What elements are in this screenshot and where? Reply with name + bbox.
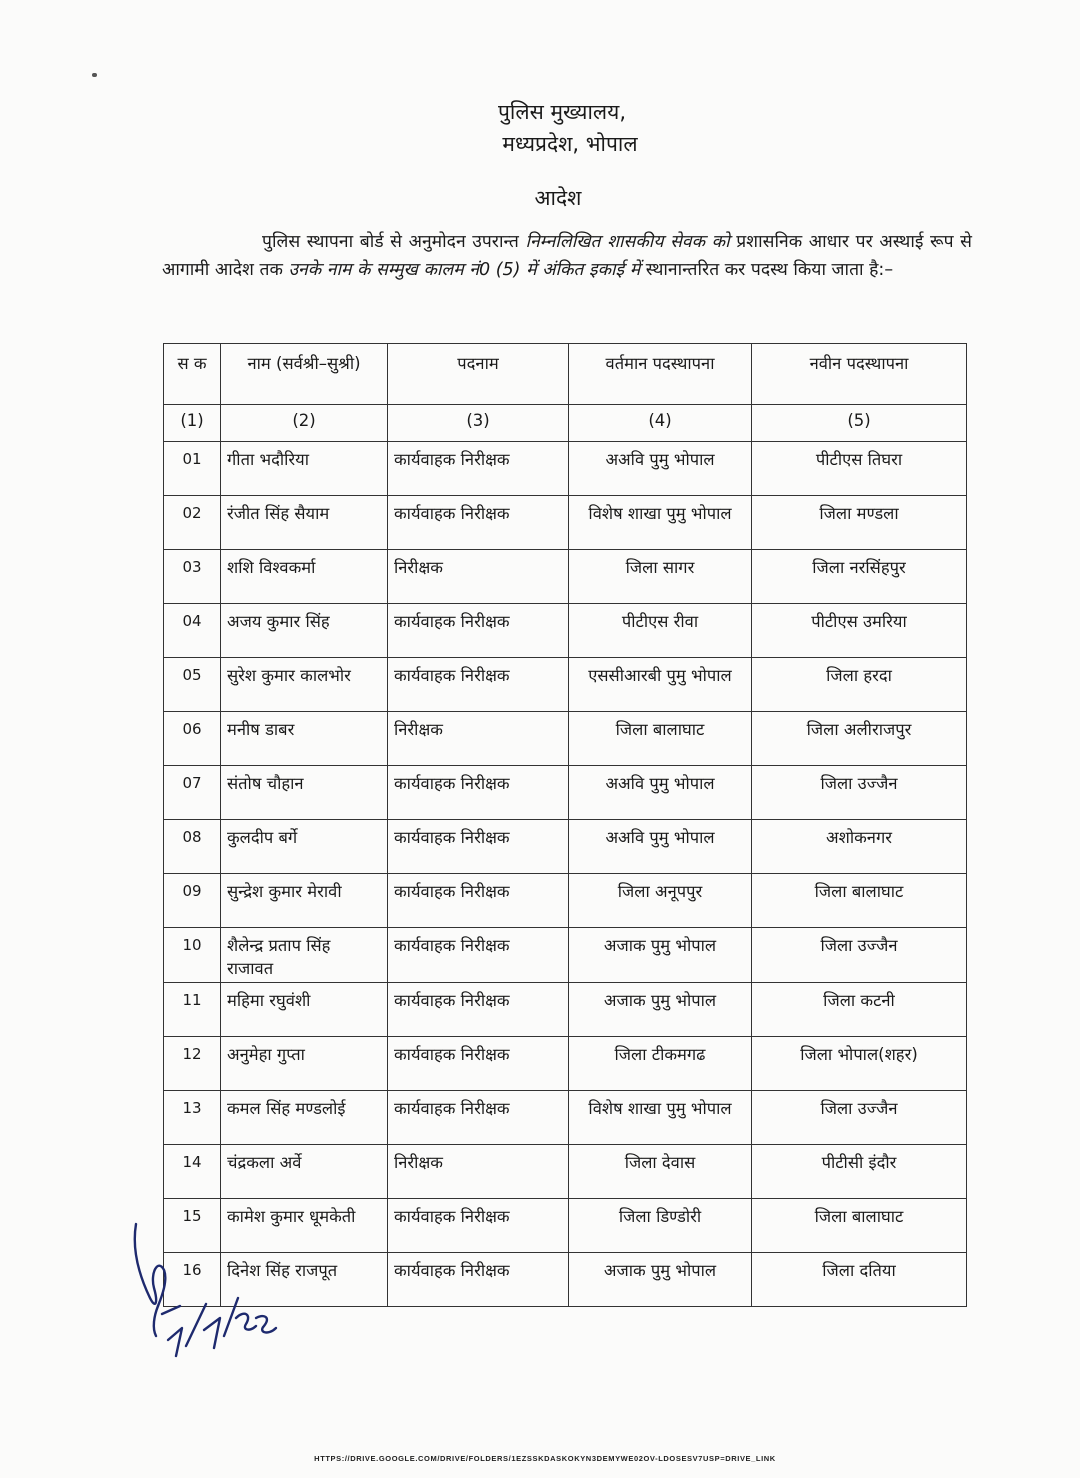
cell-designation: कार्यवाहक निरीक्षक [388, 874, 569, 928]
header-name: नाम (सर्वश्री–सुश्री) [221, 344, 388, 405]
cell-current-posting: अजाक पुमु भोपाल [569, 928, 752, 983]
cell-new-posting: अशोकनगर [752, 820, 967, 874]
cell-name: दिनेश सिंह राजपूत [221, 1253, 388, 1307]
cell-sr: 10 [164, 928, 221, 983]
cell-designation: कार्यवाहक निरीक्षक [388, 1199, 569, 1253]
table-row [164, 496, 967, 550]
table-row [164, 928, 967, 983]
intro-part-3: प्रशासनिक आधार पर अस्थाई रूप से आगामी आदेश तक [162, 232, 973, 280]
cell-current-posting: अअवि पुमु भोपाल [569, 766, 752, 820]
table-row [164, 658, 967, 712]
cell-new-posting: जिला बालाघाट [752, 874, 967, 928]
header-current-posting: वर्तमान पदस्थापना [569, 344, 752, 405]
intro-part-2: निम्नलिखित शासकीय सेवक को [525, 232, 730, 252]
table-row [164, 874, 967, 928]
cell-new-posting: जिला मण्डला [752, 496, 967, 550]
cell-new-posting: जिला अलीराजपुर [752, 712, 967, 766]
cell-name: संतोष चौहान [221, 766, 388, 820]
cell-name: अजय कुमार सिंह [221, 604, 388, 658]
cell-sr: 07 [164, 766, 221, 820]
cell-current-posting: अअवि पुमु भोपाल [569, 820, 752, 874]
cell-new-posting: जिला भोपाल(शहर) [752, 1037, 967, 1091]
cell-current-posting: जिला टीकमगढ [569, 1037, 752, 1091]
cell-current-posting: विशेष शाखा पुमु भोपाल [569, 496, 752, 550]
cell-new-posting: जिला कटनी [752, 983, 967, 1037]
cell-new-posting: पीटीएस उमरिया [752, 604, 967, 658]
table-header-row [164, 344, 967, 405]
handwritten-signature [128, 1218, 288, 1358]
cell-designation: कार्यवाहक निरीक्षक [388, 442, 569, 496]
cell-designation: कार्यवाहक निरीक्षक [388, 496, 569, 550]
cell-name: शैलेन्द्र प्रताप सिंह राजावत [221, 928, 388, 983]
cell-sr: 12 [164, 1037, 221, 1091]
table-row [164, 604, 967, 658]
cell-designation: कार्यवाहक निरीक्षक [388, 604, 569, 658]
header-designation: पदनाम [388, 344, 569, 405]
cell-sr: 15 [164, 1199, 221, 1253]
table-body [164, 442, 967, 1307]
cell-sr: 16 [164, 1253, 221, 1307]
cell-sr: 04 [164, 604, 221, 658]
cell-current-posting: जिला अनूपपुर [569, 874, 752, 928]
cell-current-posting: अअवि पुमु भोपाल [569, 442, 752, 496]
cell-new-posting: जिला उज्जैन [752, 928, 967, 983]
cell-sr: 01 [164, 442, 221, 496]
intro-paragraph [162, 228, 972, 284]
cell-designation: निरीक्षक [388, 712, 569, 766]
cell-current-posting: एससीआरबी पुमु भोपाल [569, 658, 752, 712]
transfer-table [163, 343, 967, 1307]
cell-name: रंजीत सिंह सैयाम [221, 496, 388, 550]
table-row [164, 1091, 967, 1145]
cell-new-posting: जिला नरसिंहपुर [752, 550, 967, 604]
cell-new-posting: जिला हरदा [752, 658, 967, 712]
cell-current-posting: अजाक पुमु भोपाल [569, 983, 752, 1037]
cell-name: अनुमेहा गुप्ता [221, 1037, 388, 1091]
cell-name: कुलदीप बर्गे [221, 820, 388, 874]
column-number-row [164, 405, 967, 442]
cell-sr: 09 [164, 874, 221, 928]
cell-sr: 08 [164, 820, 221, 874]
cell-sr: 02 [164, 496, 221, 550]
cell-current-posting: जिला बालाघाट [569, 712, 752, 766]
cell-designation: कार्यवाहक निरीक्षक [388, 1091, 569, 1145]
cell-new-posting: जिला उज्जैन [752, 766, 967, 820]
letterhead-line-2: मध्यप्रदेश, भोपाल [502, 132, 638, 156]
intro-part-4: उनके नाम के सम्मुख कालम नं0 (5) में अंकित इकाई में [288, 260, 641, 280]
table-row [164, 1037, 967, 1091]
cell-designation: कार्यवाहक निरीक्षक [388, 983, 569, 1037]
cell-current-posting: विशेष शाखा पुमु भोपाल [569, 1091, 752, 1145]
cell-current-posting: जिला देवास [569, 1145, 752, 1199]
table-row [164, 983, 967, 1037]
cell-name: चंद्रकला अर्वे [221, 1145, 388, 1199]
letterhead-line-1: पुलिस मुख्यालय, [497, 100, 627, 124]
cell-sr: 06 [164, 712, 221, 766]
cell-current-posting: जिला सागर [569, 550, 752, 604]
cell-name: शशि विश्वकर्मा [221, 550, 388, 604]
intro-part-1: पुलिस स्थापना बोर्ड से अनुमोदन उपरान्त [262, 232, 526, 252]
header-sr: स क [164, 344, 221, 405]
header-new-posting: नवीन पदस्थापना [752, 344, 967, 405]
cell-name: मनीष डाबर [221, 712, 388, 766]
column-number: (1) [164, 405, 221, 442]
footer-link[interactable]: HTTPS://DRIVE.GOOGLE.COM/DRIVE/FOLDERS/1EZSSKDASKOKYN3DEMYWE02OV-LDOSESV7USP=DRIVE_LINK [314, 1454, 776, 1463]
cell-new-posting: जिला उज्जैन [752, 1091, 967, 1145]
cell-current-posting: अजाक पुमु भोपाल [569, 1253, 752, 1307]
column-number: (2) [221, 405, 388, 442]
column-number: (3) [388, 405, 569, 442]
order-title: आदेश [534, 186, 582, 210]
cell-designation: कार्यवाहक निरीक्षक [388, 766, 569, 820]
cell-sr: 11 [164, 983, 221, 1037]
cell-designation: निरीक्षक [388, 550, 569, 604]
cell-name: गीता भदौरिया [221, 442, 388, 496]
cell-designation: कार्यवाहक निरीक्षक [388, 1253, 569, 1307]
cell-name: सुन्द्रेश कुमार मेरावी [221, 874, 388, 928]
table-row [164, 442, 967, 496]
cell-name: कमल सिंह मण्डलोई [221, 1091, 388, 1145]
cell-new-posting: जिला बालाघाट [752, 1199, 967, 1253]
cell-new-posting: पीटीसी इंदौर [752, 1145, 967, 1199]
column-number: (4) [569, 405, 752, 442]
cell-name: सुरेश कुमार कालभोर [221, 658, 388, 712]
cell-designation: कार्यवाहक निरीक्षक [388, 820, 569, 874]
cell-current-posting: पीटीएस रीवा [569, 604, 752, 658]
table-row [164, 550, 967, 604]
cell-sr: 03 [164, 550, 221, 604]
table-row [164, 820, 967, 874]
table-row [164, 1145, 967, 1199]
cell-new-posting: जिला दतिया [752, 1253, 967, 1307]
table-row [164, 712, 967, 766]
cell-new-posting: पीटीएस तिघरा [752, 442, 967, 496]
column-number: (5) [752, 405, 967, 442]
cell-name: कामेश कुमार धूमकेती [221, 1199, 388, 1253]
cell-designation: कार्यवाहक निरीक्षक [388, 928, 569, 983]
letterhead [0, 96, 1080, 160]
cell-designation: कार्यवाहक निरीक्षक [388, 1037, 569, 1091]
intro-part-5: स्थानान्तरित कर पदस्थ किया जाता है:– [640, 260, 894, 280]
cell-designation: निरीक्षक [388, 1145, 569, 1199]
table-row [164, 766, 967, 820]
cell-sr: 14 [164, 1145, 221, 1199]
cell-designation: कार्यवाहक निरीक्षक [388, 658, 569, 712]
stray-mark [92, 73, 97, 77]
cell-name: महिमा रघुवंशी [221, 983, 388, 1037]
cell-sr: 05 [164, 658, 221, 712]
cell-sr: 13 [164, 1091, 221, 1145]
cell-current-posting: जिला डिण्डोरी [569, 1199, 752, 1253]
